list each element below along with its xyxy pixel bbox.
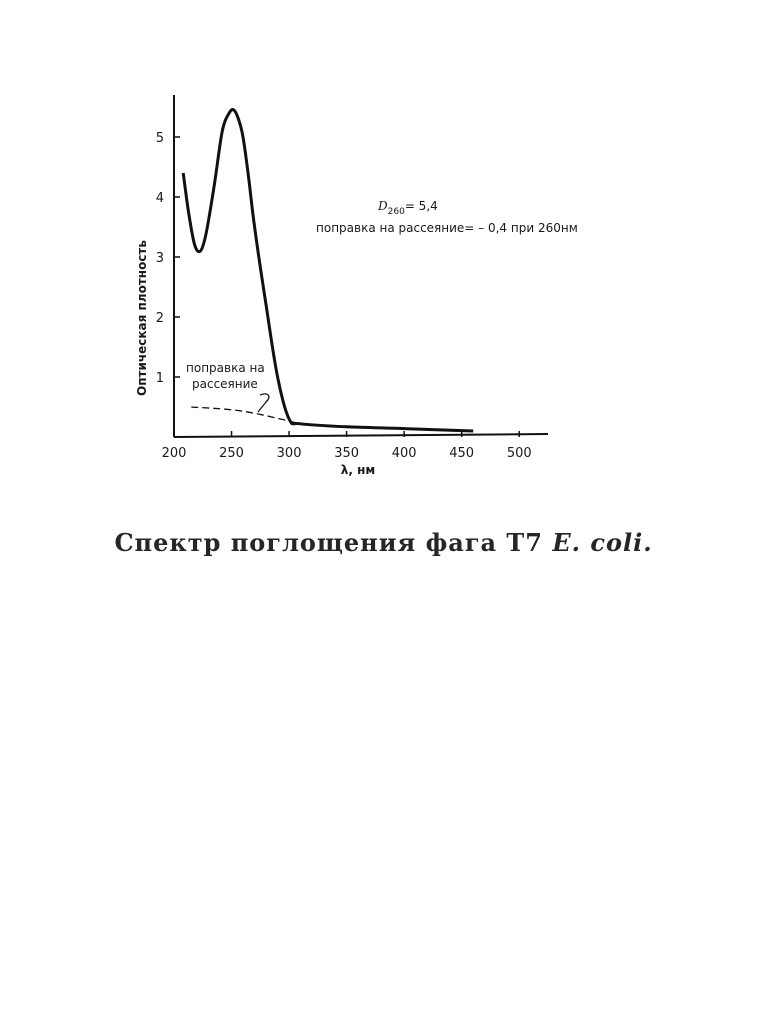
d260-annotation xyxy=(377,199,438,217)
y-tick-label: 1 xyxy=(155,371,164,386)
x-tick-label: 250 xyxy=(219,446,244,461)
y-axis-title: Оптическая плотность xyxy=(135,240,149,396)
y-tick-label: 5 xyxy=(155,131,164,146)
x-tick-label: 450 xyxy=(449,446,475,461)
x-tick-label: 350 xyxy=(334,446,360,461)
d260-value: = 5,4 xyxy=(404,199,438,213)
correction-annotation: поправка на рассеяние= – 0,4 при 260нм xyxy=(316,221,578,235)
x-tick-label: 200 xyxy=(161,446,187,461)
figure-caption xyxy=(0,528,767,557)
scatter-label-line-2: рассеяние xyxy=(192,377,258,391)
scatter-label-pointer xyxy=(258,394,269,412)
d260-symbol: D xyxy=(378,199,388,213)
x-tick-label: 400 xyxy=(391,446,417,461)
caption-organism: E. coli. xyxy=(552,528,653,557)
x-tick-label: 300 xyxy=(276,446,302,461)
x-axis-title: λ, нм xyxy=(340,463,376,477)
y-tick-label: 3 xyxy=(155,251,164,266)
scatter-label-line-1: поправка на xyxy=(186,361,265,375)
axis-ticks xyxy=(156,131,532,461)
y-tick-label: 4 xyxy=(155,191,164,206)
d260-subscript: 260 xyxy=(387,207,405,217)
x-axis-line xyxy=(174,434,548,437)
y-tick-label: 2 xyxy=(155,311,164,326)
caption-main: Спектр поглощения фага Т7 xyxy=(114,528,543,557)
x-tick-label: 500 xyxy=(506,446,532,461)
